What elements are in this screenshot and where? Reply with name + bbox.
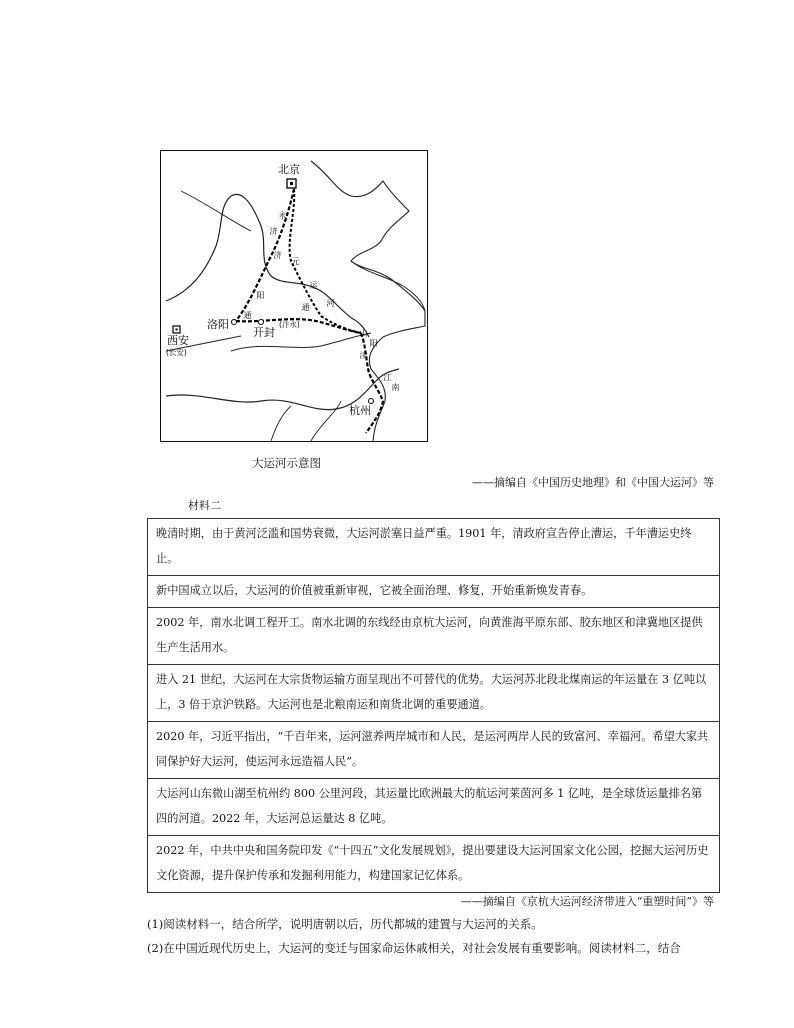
kaifeng-marker — [259, 320, 264, 325]
luoyang-marker — [232, 320, 237, 325]
label-nan: 南 — [391, 383, 400, 392]
label-luoyang: 洛阳 — [207, 318, 229, 331]
label-yang2: 阳 — [369, 339, 378, 348]
question-2: (2)在中国近现代历史上，大运河的变迁与国家命运休戚相关，对社会发展有重要影响。阅读材料二，结合 — [147, 941, 681, 955]
map-caption: 大运河示意图 — [252, 456, 321, 470]
table-cell: 进入 21 世纪，大运河在大宗货物运输方面呈现出不可替代的优势。大运河苏北段北煤南运的年运量在 3 亿吨以上，3 倍于京沪铁路。大运河也是北粮南运和南货北调的重要通道。 — [148, 665, 720, 722]
table-cell: 新中国成立以后，大运河的价值被重新审视，它被全面治理、修复，开始重新焕发青春。 — [148, 576, 720, 608]
label-bianshui: (汴水) — [279, 320, 300, 329]
table-row — [148, 722, 720, 779]
peninsula — [351, 261, 425, 311]
canal-south — [361, 333, 383, 433]
map-drawing — [161, 151, 427, 441]
table-row — [148, 576, 720, 608]
label-yun: 运 — [309, 281, 318, 290]
table-cell: 大运河山东微山湖至杭州约 800 公里河段，其运量比欧洲最大的航运河莱茵河多 1 亿吨，是全球货运量排名第四的河道。2022 年，大运河总运量达 8 亿吨。 — [148, 779, 720, 836]
label-jiang: 江 — [383, 373, 392, 382]
table-cell: 2020 年，习近平指出，“千百年来，运河滋养两岸城市和人民，是运河两岸人民的致富河、幸福河。希望大家共同保护好大运河，使运河永远造福人民”。 — [148, 722, 720, 779]
question-1: (1)阅读材料一，结合所学，说明唐朝以后，历代都城的建置与大运河的关系。 — [147, 917, 543, 931]
label-kaifeng: 开封 — [253, 326, 275, 339]
label-shan: 山 — [359, 329, 368, 338]
huai-river — [231, 333, 371, 351]
label-ji: 济 — [269, 227, 278, 236]
beijing-marker-inner — [290, 182, 293, 185]
xian-marker-inner — [176, 329, 178, 331]
table-cell: 晚清时期，由于黄河泛滥和国势衰微，大运河淤塞日益严重。1901 年，清政府宣告停止漕运，千年漕运史终止。 — [148, 519, 720, 576]
label-hangzhou: 杭州 — [349, 404, 371, 417]
table-row — [148, 779, 720, 836]
table-row — [148, 665, 720, 722]
grand-canal-map — [160, 150, 428, 442]
label-xian: 西安 — [167, 334, 189, 347]
river-north — [181, 191, 251, 231]
label-beijing: 北京 — [278, 163, 300, 176]
material-two-table — [147, 518, 720, 893]
table-cell: 2002 年，南水北调工程开工。南水北调的东线经由京杭大运河，向黄淮海平原东部、胶东地区和津冀地区提供生产生活用水。 — [148, 608, 720, 665]
river-south — [311, 401, 341, 441]
source-citation-2: ——摘编自《京杭大运河经济带进入“重塑时间”》等 — [460, 895, 714, 908]
label-yong: 永 — [278, 211, 287, 220]
material-two-label: 材料二 — [188, 499, 221, 512]
label-yuan: 元 — [291, 257, 300, 266]
river-sw — [271, 406, 291, 441]
canal-yongji — [236, 189, 294, 321]
label-changan: (长安) — [166, 348, 187, 357]
label-he: 河 — [326, 299, 335, 308]
label-tong2: 通 — [301, 303, 310, 312]
table-cell: 2022 年，中共中央和国务院印发《“十四五”文化发展规划》，提出要建设大运河国家文化公园，挖掘大运河历史文化资源，提升保护传承和发掘利用能力，构建国家记忆体系。 — [148, 836, 720, 893]
source-citation-1: ——摘编自《中国历史地理》和《中国大运河》等 — [472, 476, 714, 489]
hangzhou-marker — [369, 399, 374, 404]
label-tong: 通 — [243, 311, 252, 320]
label-ji2: 济 — [273, 251, 282, 260]
table-row — [148, 836, 720, 893]
table-row — [148, 519, 720, 576]
label-yang: 阳 — [256, 291, 265, 300]
label-du: 渎 — [359, 351, 368, 360]
table-row — [148, 608, 720, 665]
